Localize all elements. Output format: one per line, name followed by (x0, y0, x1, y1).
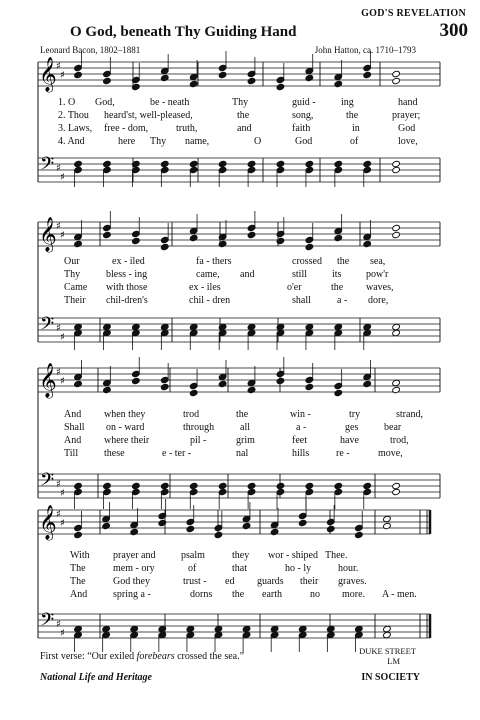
note-head (103, 329, 112, 336)
note-head (363, 488, 372, 495)
note-head (160, 67, 169, 74)
clef: 𝄢 (40, 314, 55, 339)
note-head (383, 522, 392, 529)
note-head (305, 383, 314, 390)
note-head (334, 389, 343, 396)
clef: 𝄢 (40, 470, 55, 495)
note-head (160, 383, 169, 390)
note-head (160, 482, 169, 489)
note-head (160, 488, 169, 495)
note-head (247, 160, 256, 167)
note-head (218, 482, 227, 489)
note-head (383, 631, 392, 638)
note-head (247, 386, 256, 393)
note-head (270, 528, 279, 535)
composer-credit: John Hatton, ca. 1710–1793 (314, 45, 416, 55)
note-head (74, 166, 83, 173)
key-signature: ♯ (56, 163, 61, 174)
note-head (102, 625, 111, 632)
note-head (186, 631, 195, 638)
note-head (189, 323, 198, 330)
note-head (189, 166, 198, 173)
note-head (334, 160, 343, 167)
note-head (392, 224, 401, 231)
note-head (74, 373, 83, 380)
note-head (247, 231, 256, 238)
note-head (247, 482, 256, 489)
note-head (334, 488, 343, 495)
tune-name: DUKE STREET (359, 646, 416, 656)
note-head (74, 240, 83, 247)
note-head (160, 243, 169, 250)
note-head (103, 166, 112, 173)
note-head (392, 231, 401, 238)
note-head (363, 329, 372, 336)
note-head (132, 323, 141, 330)
key-signature: ♯ (56, 221, 61, 232)
note-head (363, 71, 372, 78)
note-head (334, 73, 343, 80)
note-head (305, 482, 314, 489)
note-head (74, 531, 83, 538)
section-heading: GOD'S REVELATION (361, 8, 466, 19)
note-head (102, 515, 111, 522)
author-credit: Leonard Bacon, 1802–1881 (40, 45, 141, 55)
key-signature: ♯ (56, 619, 61, 630)
note-head (326, 625, 335, 632)
note-head (132, 370, 141, 377)
key-signature: ♯ (56, 509, 61, 520)
note-head (189, 73, 198, 80)
lyric-line: Thy bless - ing came, and still its pow'r (64, 269, 389, 280)
note-head (305, 166, 314, 173)
note-head (334, 382, 343, 389)
note-head (276, 488, 285, 495)
note-head (102, 631, 111, 638)
lyric-line: And spring a - dorns the earth no more. A - men. (70, 589, 417, 600)
note-head (132, 482, 141, 489)
lyric-line: Till these e - ter - nal hills re - move, (64, 448, 403, 459)
clef: 𝄢 (40, 610, 55, 635)
note-head (218, 373, 227, 380)
note-head (103, 231, 112, 238)
note-head (74, 380, 83, 387)
note-head (160, 74, 169, 81)
lyric-line: The God they trust - ed guards their graves. (70, 576, 367, 587)
lyric-line: Shall on - ward through all a - ges bear (64, 422, 402, 433)
note-head (189, 389, 198, 396)
note-head (103, 70, 112, 77)
first-verse-note: First verse: “Our exiled forebears crossed the sea.” (40, 651, 245, 662)
note-head (363, 233, 372, 240)
note-head (334, 166, 343, 173)
note-head (189, 329, 198, 336)
note-head (74, 329, 83, 336)
note-head (247, 70, 256, 77)
clef: 𝄞 (39, 505, 57, 540)
note-head (305, 67, 314, 74)
note-head (298, 631, 307, 638)
note-head (276, 370, 285, 377)
note-head (160, 323, 169, 330)
note-head (363, 64, 372, 71)
note-head (334, 227, 343, 234)
lyric-line: And when they trod the win - try strand, (64, 409, 423, 420)
note-head (392, 166, 401, 173)
note-head (392, 160, 401, 167)
note-head (186, 625, 195, 632)
lyric-line: And where their pil - grim feet have trod, (64, 435, 409, 446)
note-head (298, 625, 307, 632)
note-head (186, 525, 195, 532)
note-head (74, 64, 83, 71)
note-head (355, 531, 364, 538)
clef: 𝄞 (39, 57, 57, 92)
lyric-line: With prayer and psalm they wor - shiped Thee. (70, 550, 348, 561)
note-head (242, 625, 251, 632)
note-head (74, 625, 83, 632)
note-head (74, 233, 83, 240)
note-head (355, 625, 364, 632)
note-head (189, 488, 198, 495)
note-head (326, 518, 335, 525)
note-head (103, 386, 112, 393)
note-head (242, 515, 251, 522)
note-head (305, 329, 314, 336)
lyric-line: 4. And here Thy name, O God of love, (58, 136, 418, 147)
note-head (334, 329, 343, 336)
note-head (305, 236, 314, 243)
note-head (355, 524, 364, 531)
note-head (132, 488, 141, 495)
note-head (276, 160, 285, 167)
note-head (214, 524, 223, 531)
key-signature: ♯ (60, 70, 65, 81)
note-head (160, 329, 169, 336)
note-head (103, 77, 112, 84)
lyric-line: Our ex - iled fa - thers crossed the sea, (64, 256, 386, 267)
note-head (130, 521, 139, 528)
note-head (276, 377, 285, 384)
hymn-number: 300 (439, 20, 468, 41)
note-head (276, 230, 285, 237)
note-head (247, 379, 256, 386)
key-signature: ♯ (60, 488, 65, 499)
note-head (363, 373, 372, 380)
note-head (242, 631, 251, 638)
note-head (334, 80, 343, 87)
note-head (383, 625, 392, 632)
lyric-line: 3. Laws, free - dom, truth, and faith in God (58, 123, 416, 134)
note-head (276, 323, 285, 330)
note-head (392, 77, 401, 84)
note-head (270, 521, 279, 528)
note-head (383, 515, 392, 522)
note-head (189, 160, 198, 167)
note-head (214, 531, 223, 538)
lyric-line: Came with those ex - iles o'er the waves, (64, 282, 394, 293)
note-head (363, 240, 372, 247)
note-head (298, 512, 307, 519)
note-head (74, 482, 83, 489)
note-head (392, 323, 401, 330)
note-head (326, 525, 335, 532)
note-head (363, 166, 372, 173)
note-head (363, 380, 372, 387)
note-head (363, 482, 372, 489)
note-head (276, 329, 285, 336)
lyric-line: 2. Thou heard'st, well-pleased, the song, the prayer; (58, 110, 421, 121)
hymn-title: O God, beneath Thy Guiding Hand (70, 24, 297, 40)
note-head (132, 329, 141, 336)
note-head (103, 323, 112, 330)
note-head (363, 323, 372, 330)
note-head (326, 631, 335, 638)
key-signature: ♯ (60, 628, 65, 639)
note-head (392, 70, 401, 77)
note-head (363, 160, 372, 167)
key-signature: ♯ (60, 230, 65, 241)
key-signature: ♯ (60, 376, 65, 387)
note-head (189, 227, 198, 234)
key-signature: ♯ (56, 61, 61, 72)
lyric-line: The mem - ory of that ho - ly hour. (70, 563, 359, 574)
clef: 𝄢 (40, 154, 55, 179)
note-head (218, 160, 227, 167)
note-head (189, 234, 198, 241)
clef: 𝄞 (39, 363, 57, 398)
note-head (214, 625, 223, 632)
note-head (218, 71, 227, 78)
key-signature: ♯ (56, 323, 61, 334)
note-head (103, 379, 112, 386)
note-head (334, 482, 343, 489)
meter: LM (387, 656, 400, 666)
note-head (160, 236, 169, 243)
note-head (186, 518, 195, 525)
note-head (247, 224, 256, 231)
category-label: National Life and Heritage (40, 672, 152, 683)
key-signature: ♯ (56, 479, 61, 490)
note-head (247, 488, 256, 495)
note-head (305, 488, 314, 495)
note-head (305, 74, 314, 81)
note-head (247, 329, 256, 336)
note-head (130, 528, 139, 535)
note-head (160, 160, 169, 167)
note-head (74, 323, 83, 330)
note-head (247, 323, 256, 330)
note-head (103, 224, 112, 231)
key-signature: ♯ (56, 367, 61, 378)
note-head (160, 376, 169, 383)
key-signature: ♯ (60, 332, 65, 343)
note-head (305, 160, 314, 167)
note-head (276, 83, 285, 90)
key-signature: ♯ (60, 518, 65, 529)
note-head (103, 482, 112, 489)
note-head (392, 379, 401, 386)
note-head (74, 488, 83, 495)
note-head (276, 166, 285, 173)
note-head (218, 166, 227, 173)
note-head (132, 230, 141, 237)
note-head (102, 522, 111, 529)
note-head (132, 377, 141, 384)
note-head (130, 631, 139, 638)
note-head (218, 488, 227, 495)
note-head (334, 234, 343, 241)
clef: 𝄞 (39, 217, 57, 252)
note-head (276, 482, 285, 489)
note-head (305, 323, 314, 330)
lyric-line: Their chil-dren's chil - dren shall a - dore, (64, 295, 389, 306)
note-head (189, 382, 198, 389)
note-head (218, 380, 227, 387)
note-head (276, 237, 285, 244)
note-head (334, 323, 343, 330)
note-head (189, 482, 198, 489)
note-head (103, 160, 112, 167)
note-head (298, 519, 307, 526)
note-head (242, 522, 251, 529)
note-head (247, 166, 256, 173)
note-head (189, 80, 198, 87)
note-head (355, 631, 364, 638)
note-head (305, 376, 314, 383)
note-head (392, 386, 401, 393)
note-head (214, 631, 223, 638)
note-head (218, 64, 227, 71)
note-head (276, 76, 285, 83)
note-head (74, 160, 83, 167)
subsection-label: IN SOCIETY (361, 672, 420, 683)
note-head (74, 631, 83, 638)
lyric-line: 1. O God, be - neath Thy guid - ing hand (58, 97, 418, 108)
note-head (392, 488, 401, 495)
note-head (392, 329, 401, 336)
note-head (103, 488, 112, 495)
note-head (74, 524, 83, 531)
note-head (74, 71, 83, 78)
note-head (160, 166, 169, 173)
note-head (392, 482, 401, 489)
note-head (132, 237, 141, 244)
note-head (247, 77, 256, 84)
note-head (270, 625, 279, 632)
note-head (270, 631, 279, 638)
key-signature: ♯ (60, 172, 65, 183)
note-head (305, 243, 314, 250)
note-head (130, 625, 139, 632)
